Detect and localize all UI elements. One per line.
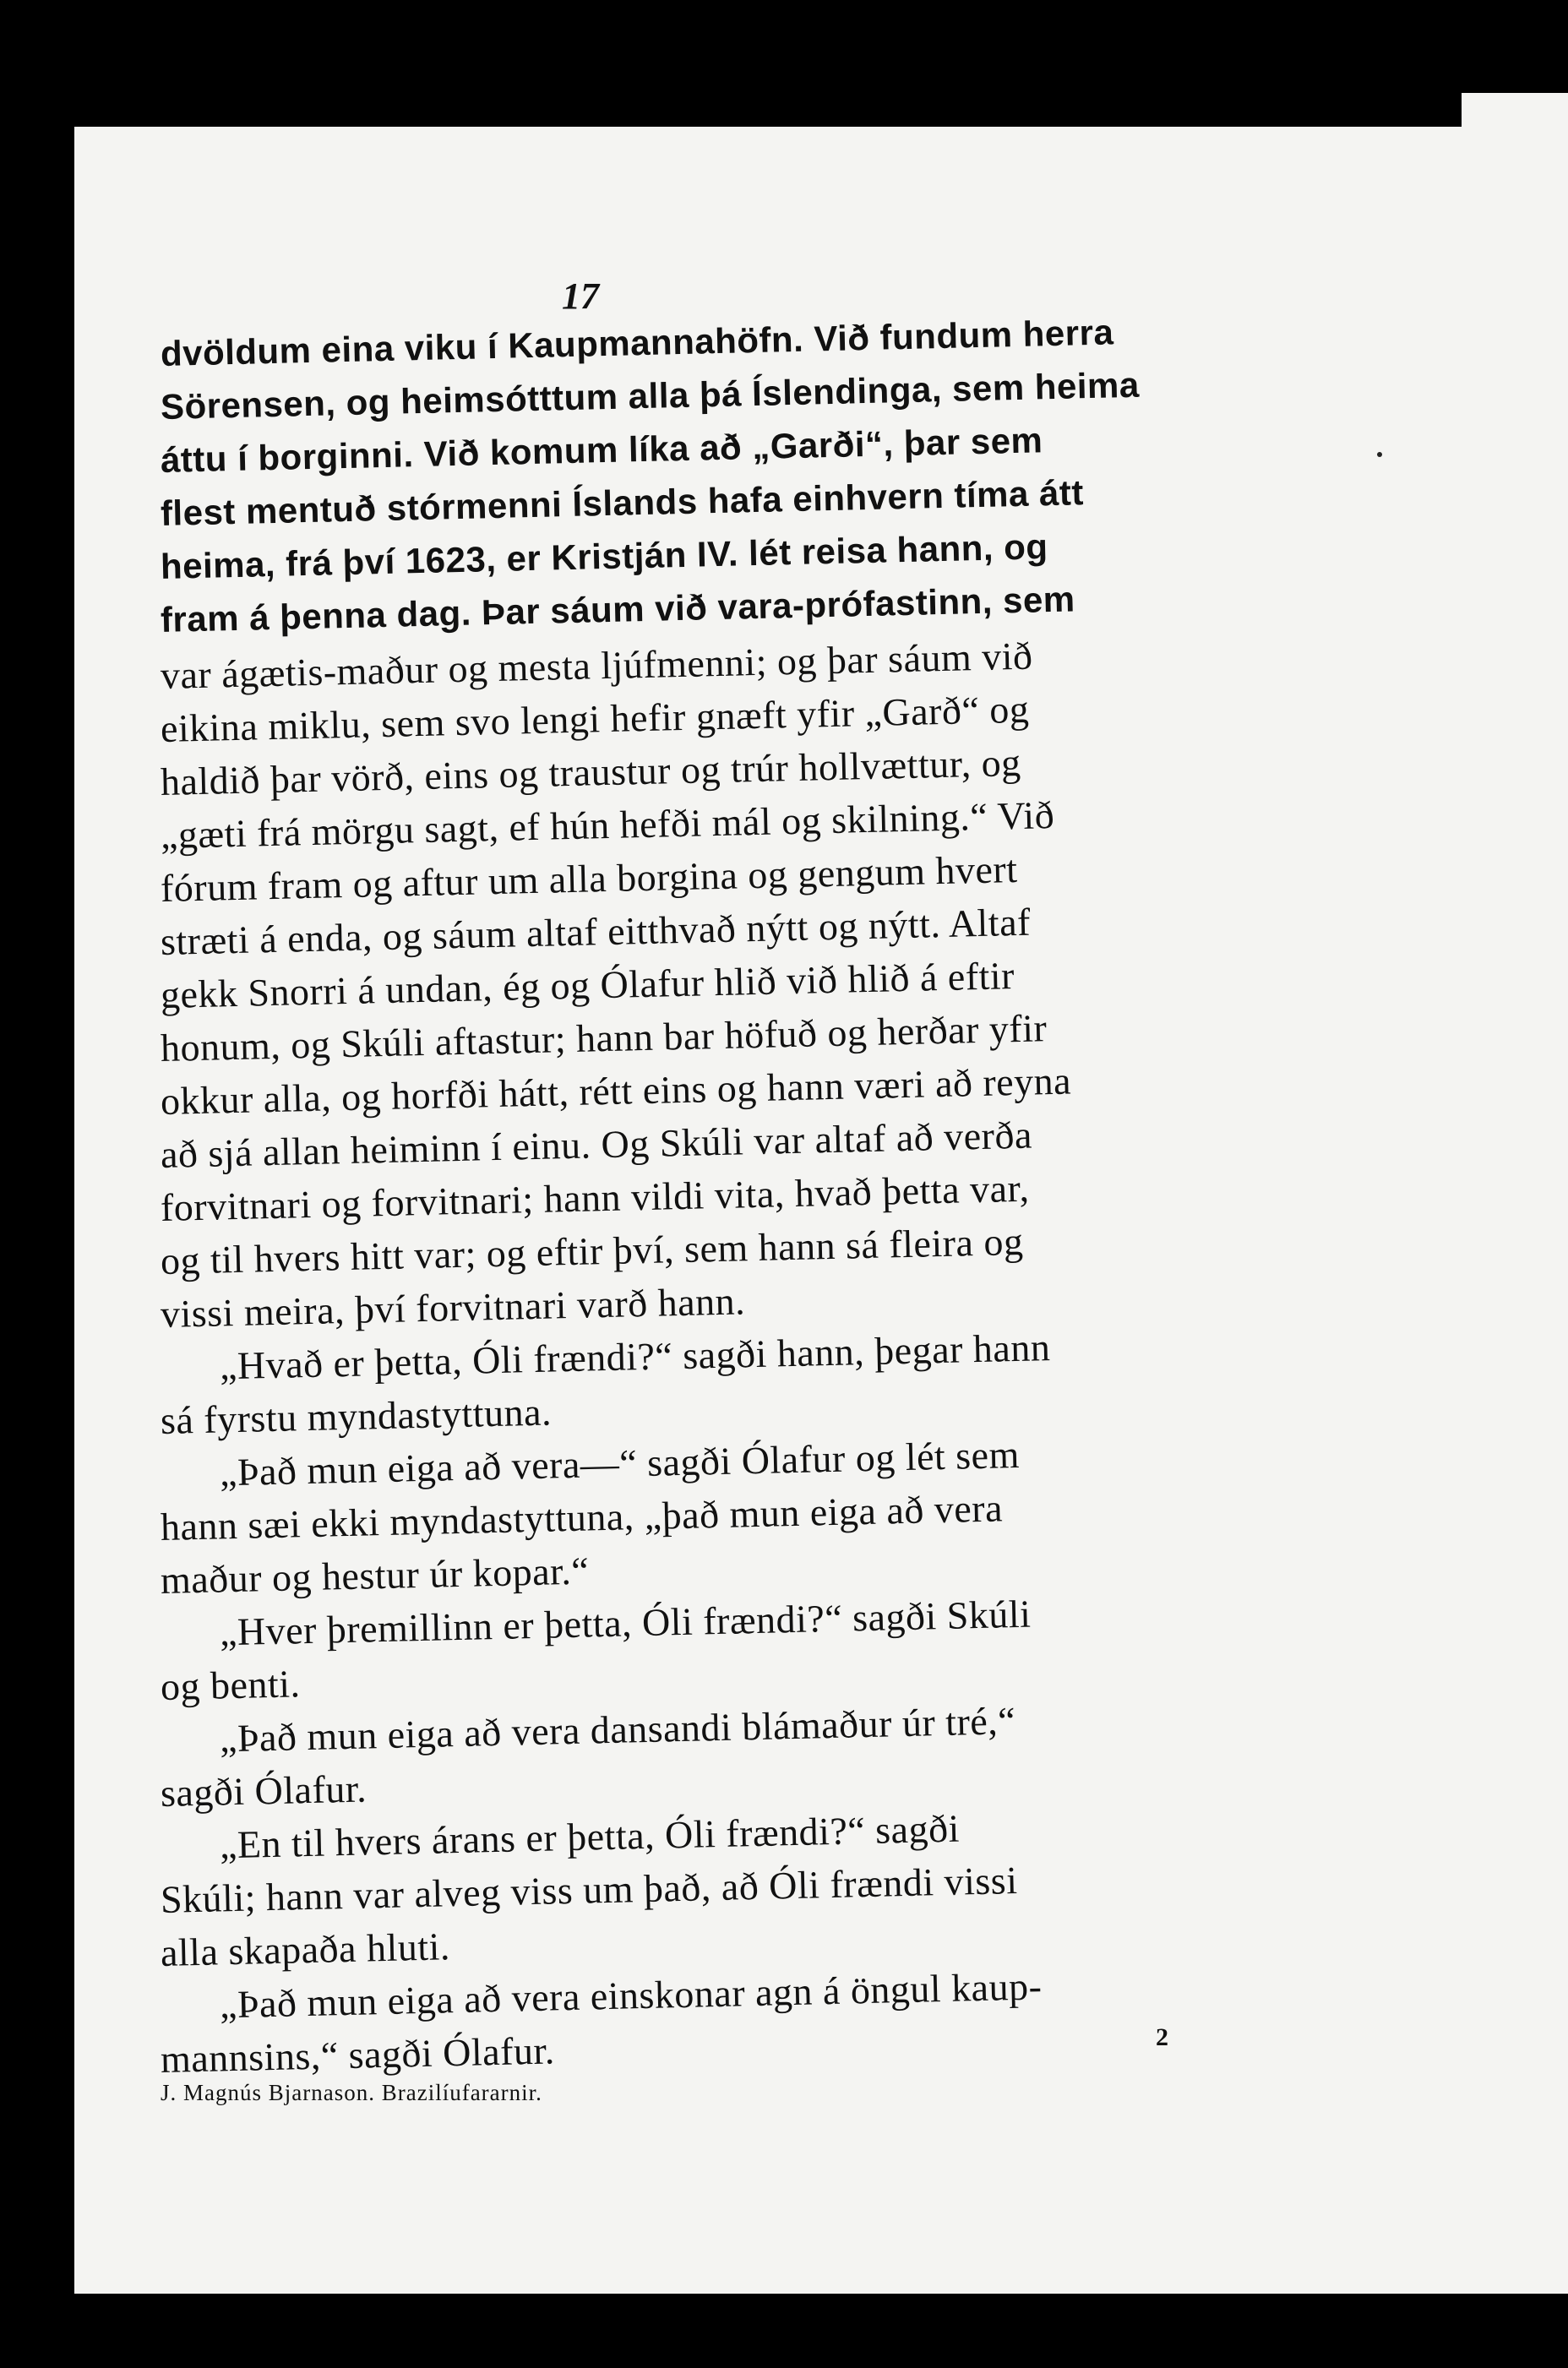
footer-imprint: J. Magnús Bjarnason. Brazilíufararnir. (161, 2080, 542, 2105)
text-line: alla skapaða hluti. (160, 1924, 451, 1974)
text-line: eikina miklu, sem svo lengi hefir gnæft yfir „Garð“ og (160, 687, 1030, 750)
text-line: Skúli; hann var alveg viss um það, að Óli frændi vissi (160, 1858, 1018, 1921)
text-line: „gæti frá mörgu sagt, ef hún hefði mál og skilning.“ Við (160, 792, 1055, 857)
text-line: „Það mun eiga að vera dansandi blámaður úr tré,“ (219, 1699, 1016, 1761)
text-line: „Hver þremillinn er þetta, Óli frændi?“ sagði Skúli (219, 1592, 1032, 1654)
text-line: flest mentuð stórmenni Íslands hafa einhvern tíma átt (160, 472, 1085, 533)
text-line: hann sæi ekki myndastyttuna, „það mun eiga að vera (160, 1486, 1004, 1549)
text-line: haldið þar vörð, eins og traustur og trúr hollvættur, og (160, 740, 1022, 803)
signature-mark: 2 (1156, 2023, 1168, 2051)
text-line: stræti á enda, og sáum altaf eitthvað nýtt og nýtt. Altaf (160, 900, 1032, 963)
text-line: „En til hvers árans er þetta, Óli frændi?“ sagði (219, 1806, 961, 1867)
text-line: „Það mun eiga að vera—“ sagði Ólafur og lét sem (219, 1432, 1021, 1494)
text-line: heima, frá því 1623, er Kristján IV. lét reisa hann, og (160, 526, 1048, 586)
text-line: „Hvað er þetta, Óli frændi?“ sagði hann, þegar hann (219, 1326, 1051, 1388)
text-line: Sörensen, og heimsótttum alla þá Íslendinga, sem heima (160, 364, 1141, 427)
text-line: sagði Ólafur. (160, 1766, 368, 1815)
text-line: vissi meira, því forvitnari varð hann. (160, 1279, 746, 1336)
text-line: okkur alla, og horfði hátt, rétt eins og hann væri að reyna (160, 1059, 1072, 1123)
text-line: „Það mun eiga að vera einskonar agn á öngul kaup- (219, 1964, 1043, 2027)
print-speck (1377, 452, 1382, 457)
text-line: maður og hestur úr kopar.“ (160, 1549, 590, 1602)
text-line: fram á þenna dag. Þar sáum við vara-prófastinn, sem (160, 579, 1076, 640)
text-line: áttu í borginni. Við komum líka að „Garði“, þar sem (160, 420, 1043, 480)
text-line: og benti. (160, 1662, 302, 1708)
text-line: var ágætis-maður og mesta ljúfmenni; og þar sáum við (160, 634, 1034, 697)
text-line: að sjá allan heiminn í einu. Og Skúli var altaf að verða (160, 1113, 1033, 1176)
page-number: 17 (562, 275, 599, 317)
text-line: forvitnari og forvitnari; hann vildi vita, hvað þetta var, (160, 1166, 1030, 1229)
text-line: mannsins,“ sagði Ólafur. (160, 2028, 556, 2081)
text-line: gekk Snorri á undan, ég og Ólafur hlið við hlið á eftir (160, 954, 1015, 1016)
text-line: sá fyrstu myndastyttuna. (160, 1390, 553, 1442)
page-edge (1462, 93, 1568, 135)
text-line: honum, og Skúli aftastur; hann bar höfuð og herðar yfir (160, 1006, 1048, 1070)
text-line: fórum fram og aftur um alla borgina og gengum hvert (160, 846, 1018, 910)
text-line: dvöldum eina viku í Kaupmannahöfn. Við fundum herra (160, 312, 1114, 373)
text-line: og til hvers hitt var; og eftir því, sem hann sá fleira og (160, 1219, 1024, 1282)
